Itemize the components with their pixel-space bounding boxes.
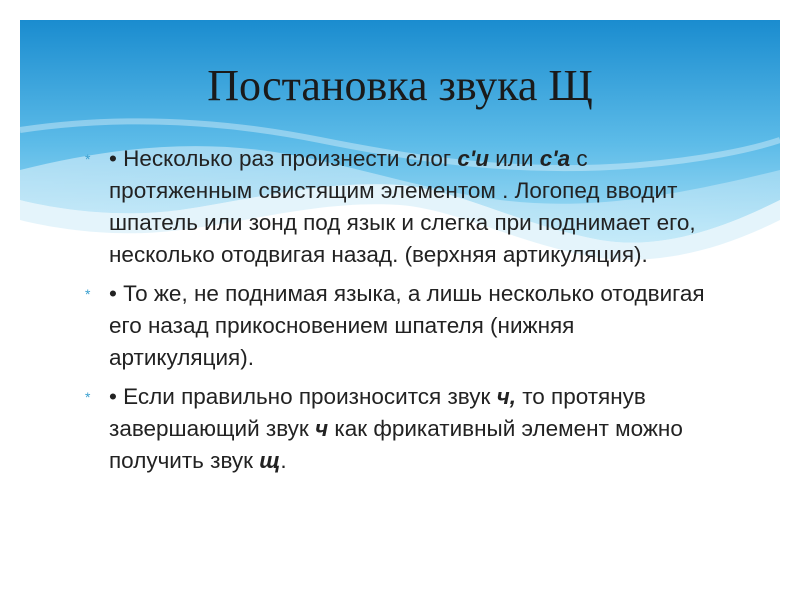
slide-title: Постановка звука Щ [207, 61, 593, 110]
bullet-item [85, 278, 725, 374]
bullet-item [85, 143, 725, 271]
bullet-star-icon: * [85, 286, 91, 302]
bullet-text: . [280, 448, 287, 473]
bullet-text: то протянув завершающий звук [109, 384, 646, 441]
bullet-item [85, 381, 725, 477]
bullet-emphasis: с'а [539, 146, 571, 171]
bullet-list [85, 143, 725, 484]
bullet-text: с протяженным свистящим элементом . Логопед вводит шпатель или зонд под язык и слегка при поднимает его, несколько отодвигая назад. (верхняя артикуляция). [109, 146, 696, 267]
bullet-text: • То же, не поднимая языка, а лишь несколько отодвигая его назад прикосновением шпателя (нижняя артикуляция). [109, 281, 705, 370]
bullet-text: • Несколько раз произнести слог [109, 146, 458, 171]
bullet-emphasis: щ [259, 448, 281, 473]
bullet-emphasis: ч [315, 416, 329, 441]
bullet-emphasis: с'и [457, 146, 489, 171]
bullet-star-icon: * [85, 151, 91, 167]
bullet-text: как фрикативный элемент можно получить звук [109, 416, 683, 473]
bullet-emphasis: ч, [496, 384, 516, 409]
bullet-text: • Если правильно произносится звук [109, 384, 497, 409]
bullet-text: или [488, 146, 540, 171]
bullet-star-icon: * [85, 389, 91, 405]
